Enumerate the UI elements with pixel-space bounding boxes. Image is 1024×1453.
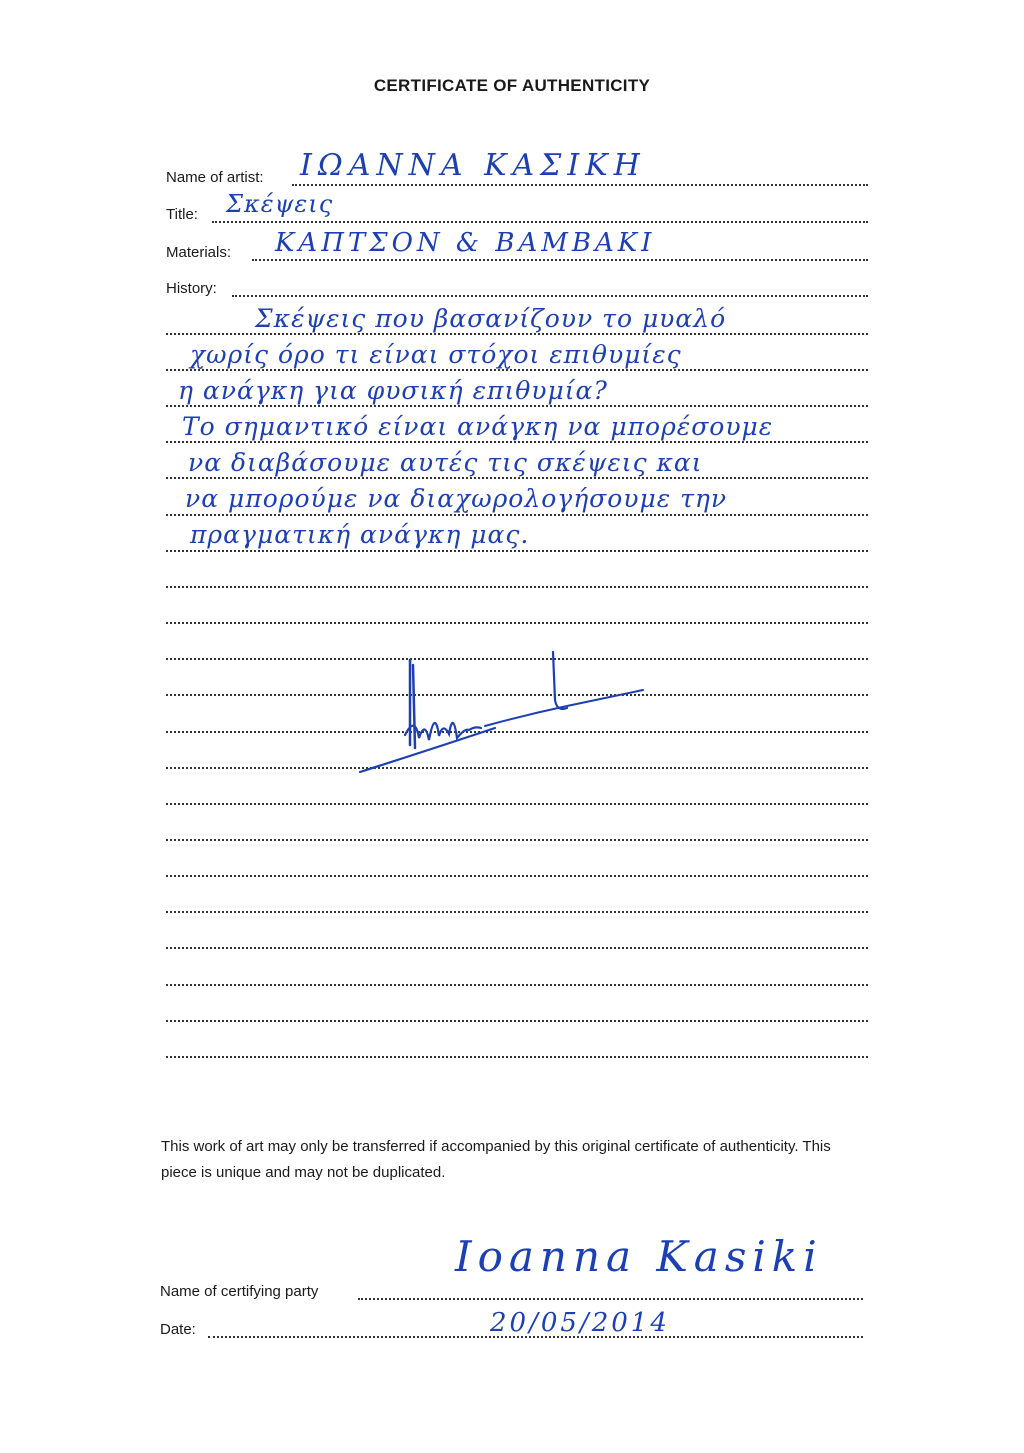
- history-text-3: η ανάγκη για φυσική επιθυμία?: [178, 376, 608, 405]
- history-line-7: [166, 550, 868, 552]
- history-line-19: [166, 984, 868, 986]
- artist-signature: [355, 630, 655, 780]
- history-line-2: [166, 369, 868, 371]
- artist-line: [292, 184, 868, 186]
- date-label: Date:: [160, 1321, 196, 1338]
- history-text-1: Σκέψεις που βασανίζουν το μυαλό: [255, 304, 727, 333]
- history-text-7: πραγματική ανάγκη μας.: [190, 520, 530, 549]
- history-line-3: [166, 405, 868, 407]
- artist-label: Name of artist:: [166, 169, 264, 186]
- history-line-0: [232, 295, 868, 297]
- certifying-signature: Ioanna Kasiki: [455, 1232, 823, 1281]
- history-line-8: [166, 586, 868, 588]
- title-label: Title:: [166, 206, 198, 223]
- history-line-20: [166, 1020, 868, 1022]
- date-value: 20/05/2014: [490, 1308, 670, 1338]
- history-line-17: [166, 911, 868, 913]
- history-line-6: [166, 514, 868, 516]
- title-value: Σκέψεις: [226, 190, 334, 218]
- history-line-9: [166, 622, 868, 624]
- materials-line: [252, 259, 868, 261]
- history-line-18: [166, 947, 868, 949]
- materials-value: ΚΑΠΤΣΟΝ & ΒΑΜΒΑΚΙ: [275, 228, 656, 258]
- history-text-2: χωρίς όρο τι είναι στόχοι επιθυμίες: [190, 340, 682, 369]
- history-line-5: [166, 477, 868, 479]
- history-text-5: να διαβάσουμε αυτές τις σκέψεις και: [188, 448, 703, 477]
- history-line-16: [166, 875, 868, 877]
- history-line-15: [166, 839, 868, 841]
- certificate-title: CERTIFICATE OF AUTHENTICITY: [373, 76, 651, 95]
- history-line-14: [166, 803, 868, 805]
- certifying-label: Name of certifying party: [160, 1283, 319, 1300]
- history-text-6: να μπορούμε να διαχωρολογήσουμε την: [185, 484, 728, 513]
- materials-label: Materials:: [166, 244, 232, 261]
- history-label: History:: [166, 280, 217, 297]
- history-text-4: Το σημαντικό είναι ανάγκη να μπορέσουμε: [182, 412, 774, 441]
- transfer-notice: This work of art may only be transferred if accompanied by this original certificate of authenticity. This piece is unique and may not be duplicated.: [161, 1138, 831, 1181]
- certifying-line: [358, 1298, 863, 1300]
- history-line-21: [166, 1056, 868, 1058]
- artist-value: ΙΩΑΝΝΑ ΚΑΣΙΚΗ: [300, 148, 646, 183]
- title-line: [212, 221, 868, 223]
- history-line-4: [166, 441, 868, 443]
- history-line-1: [166, 333, 868, 335]
